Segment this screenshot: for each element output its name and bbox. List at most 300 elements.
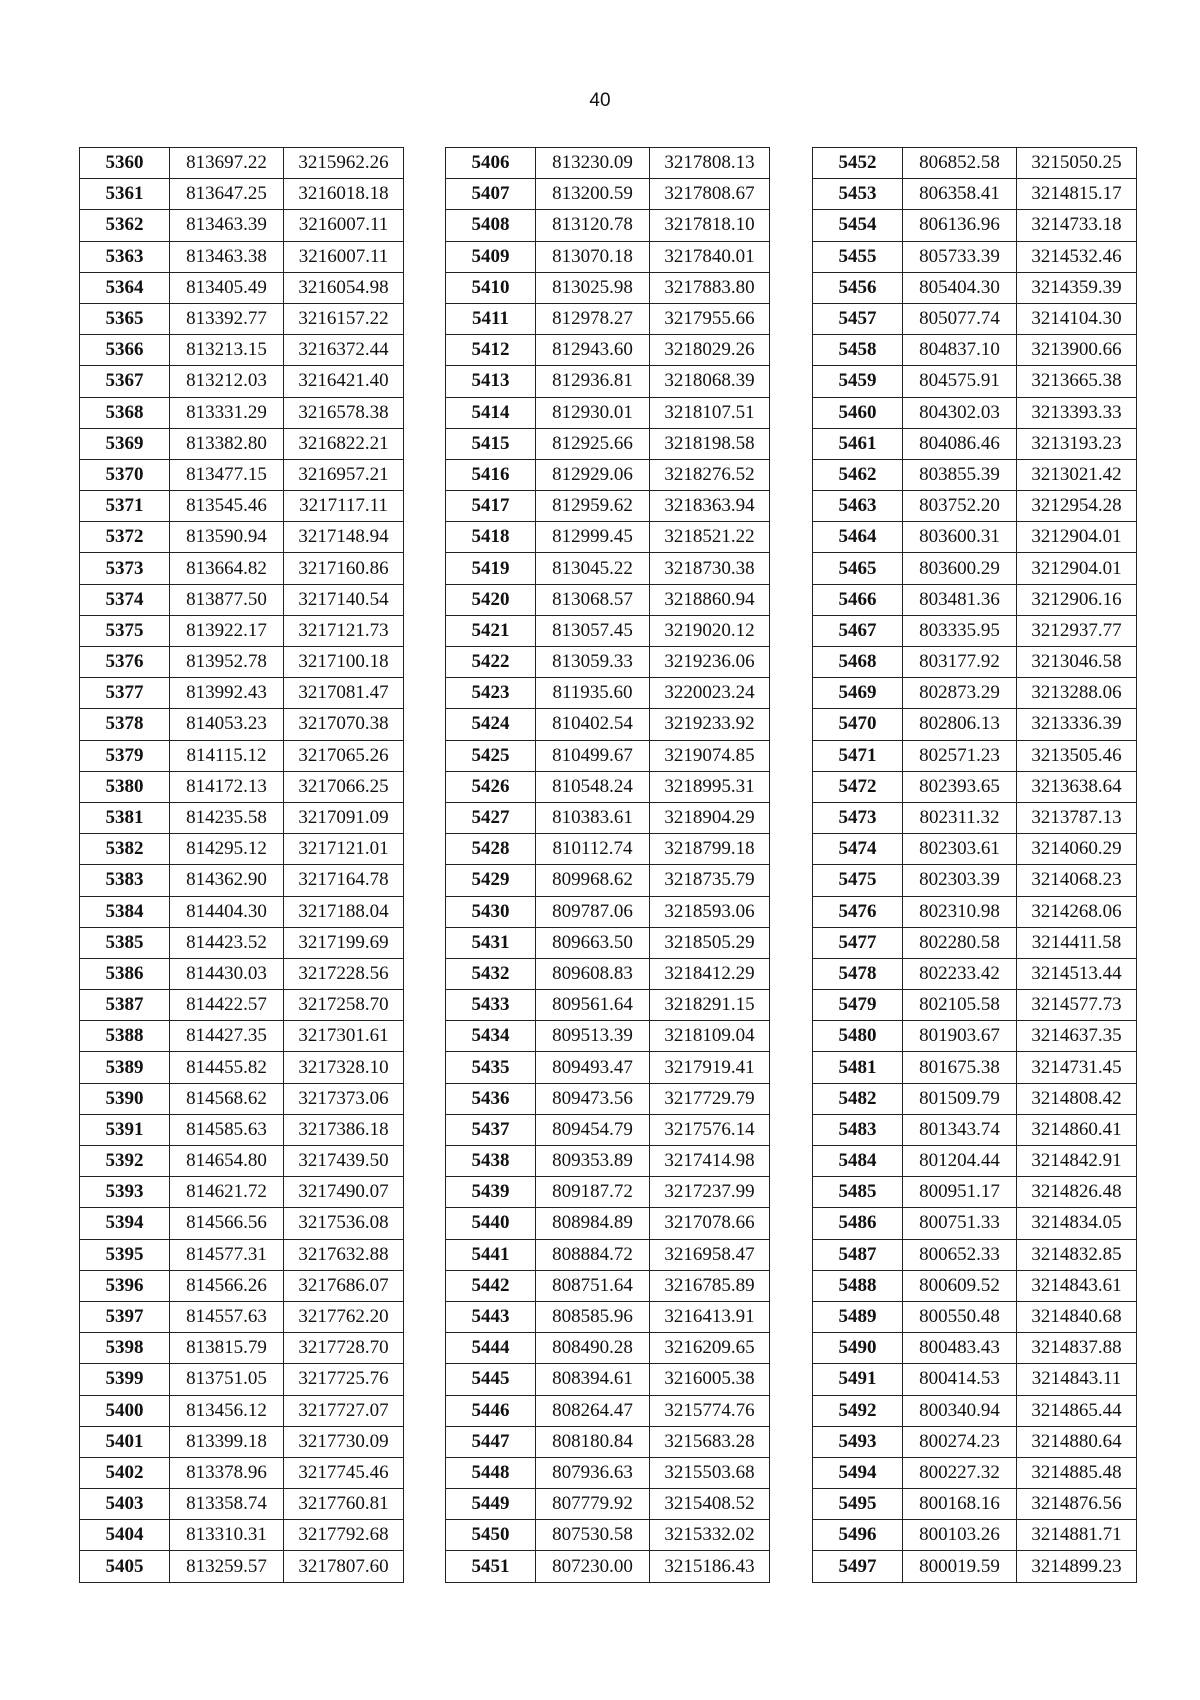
x-coordinate: 803600.31 — [903, 522, 1017, 553]
point-id: 5423 — [446, 678, 536, 709]
y-coordinate: 3217818.10 — [650, 210, 770, 241]
point-id: 5438 — [446, 1146, 536, 1177]
y-coordinate: 3212904.01 — [1017, 522, 1137, 553]
table-row — [813, 210, 1137, 241]
point-id: 5488 — [813, 1270, 903, 1301]
table-row — [813, 927, 1137, 958]
x-coordinate: 814427.35 — [170, 1021, 284, 1052]
x-coordinate: 800951.17 — [903, 1177, 1017, 1208]
point-id: 5411 — [446, 303, 536, 334]
x-coordinate: 813025.98 — [536, 272, 650, 303]
y-coordinate: 3214060.29 — [1017, 834, 1137, 865]
point-id: 5421 — [446, 615, 536, 646]
table-row — [813, 553, 1137, 584]
y-coordinate: 3217091.09 — [284, 802, 404, 833]
table-row — [80, 1395, 404, 1426]
table-row — [80, 615, 404, 646]
point-id: 5449 — [446, 1489, 536, 1520]
point-id: 5481 — [813, 1052, 903, 1083]
y-coordinate: 3217760.81 — [284, 1489, 404, 1520]
table-row — [446, 1301, 770, 1332]
point-id: 5456 — [813, 272, 903, 303]
x-coordinate: 801343.74 — [903, 1114, 1017, 1145]
x-coordinate: 814621.72 — [170, 1177, 284, 1208]
table-row — [446, 397, 770, 428]
point-id: 5430 — [446, 896, 536, 927]
table-row — [813, 241, 1137, 272]
point-id: 5418 — [446, 522, 536, 553]
table-row — [446, 210, 770, 241]
table-row — [80, 1489, 404, 1520]
y-coordinate: 3217164.78 — [284, 865, 404, 896]
point-id: 5391 — [80, 1114, 170, 1145]
y-coordinate: 3214899.23 — [1017, 1551, 1137, 1582]
x-coordinate: 809663.50 — [536, 927, 650, 958]
y-coordinate: 3218995.31 — [650, 771, 770, 802]
y-coordinate: 3214881.71 — [1017, 1520, 1137, 1551]
x-coordinate: 812943.60 — [536, 335, 650, 366]
point-id: 5452 — [813, 148, 903, 179]
x-coordinate: 800274.23 — [903, 1426, 1017, 1457]
point-id: 5386 — [80, 958, 170, 989]
point-id: 5379 — [80, 740, 170, 771]
table-row — [813, 303, 1137, 334]
x-coordinate: 808585.96 — [536, 1301, 650, 1332]
x-coordinate: 809353.89 — [536, 1146, 650, 1177]
table-row — [813, 1177, 1137, 1208]
y-coordinate: 3217148.94 — [284, 522, 404, 553]
y-coordinate: 3214411.58 — [1017, 927, 1137, 958]
x-coordinate: 800340.94 — [903, 1395, 1017, 1426]
point-id: 5480 — [813, 1021, 903, 1052]
table-row — [80, 1052, 404, 1083]
point-id: 5461 — [813, 428, 903, 459]
y-coordinate: 3217686.07 — [284, 1270, 404, 1301]
x-coordinate: 813922.17 — [170, 615, 284, 646]
point-id: 5446 — [446, 1395, 536, 1426]
point-id: 5453 — [813, 179, 903, 210]
coordinate-table-middle — [445, 147, 770, 1583]
point-id: 5412 — [446, 335, 536, 366]
table-row — [446, 865, 770, 896]
y-coordinate: 3213046.58 — [1017, 647, 1137, 678]
table-row — [813, 1083, 1137, 1114]
x-coordinate: 802873.29 — [903, 678, 1017, 709]
table-row — [813, 1333, 1137, 1364]
x-coordinate: 804302.03 — [903, 397, 1017, 428]
y-coordinate: 3217807.60 — [284, 1551, 404, 1582]
x-coordinate: 800414.53 — [903, 1364, 1017, 1395]
y-coordinate: 3217228.56 — [284, 958, 404, 989]
point-id: 5403 — [80, 1489, 170, 1520]
x-coordinate: 810548.24 — [536, 771, 650, 802]
x-coordinate: 813120.78 — [536, 210, 650, 241]
y-coordinate: 3218068.39 — [650, 366, 770, 397]
point-id: 5362 — [80, 210, 170, 241]
table-row — [446, 366, 770, 397]
y-coordinate: 3214359.39 — [1017, 272, 1137, 303]
x-coordinate: 812959.62 — [536, 491, 650, 522]
x-coordinate: 812929.06 — [536, 459, 650, 490]
table-row — [813, 1395, 1137, 1426]
table-row — [80, 148, 404, 179]
x-coordinate: 813815.79 — [170, 1333, 284, 1364]
x-coordinate: 802311.32 — [903, 802, 1017, 833]
x-coordinate: 801675.38 — [903, 1052, 1017, 1083]
point-id: 5408 — [446, 210, 536, 241]
y-coordinate: 3216007.11 — [284, 210, 404, 241]
x-coordinate: 814654.80 — [170, 1146, 284, 1177]
y-coordinate: 3217065.26 — [284, 740, 404, 771]
table-row — [80, 834, 404, 865]
x-coordinate: 813647.25 — [170, 179, 284, 210]
point-id: 5399 — [80, 1364, 170, 1395]
table-row — [80, 553, 404, 584]
point-id: 5372 — [80, 522, 170, 553]
y-coordinate: 3217725.76 — [284, 1364, 404, 1395]
point-id: 5485 — [813, 1177, 903, 1208]
point-id: 5394 — [80, 1208, 170, 1239]
y-coordinate: 3217576.14 — [650, 1114, 770, 1145]
y-coordinate: 3215683.28 — [650, 1426, 770, 1457]
x-coordinate: 804837.10 — [903, 335, 1017, 366]
x-coordinate: 813045.22 — [536, 553, 650, 584]
table-row — [813, 459, 1137, 490]
y-coordinate: 3214513.44 — [1017, 958, 1137, 989]
point-id: 5478 — [813, 958, 903, 989]
x-coordinate: 808490.28 — [536, 1333, 650, 1364]
x-coordinate: 814423.52 — [170, 927, 284, 958]
y-coordinate: 3212906.16 — [1017, 584, 1137, 615]
point-id: 5431 — [446, 927, 536, 958]
point-id: 5422 — [446, 647, 536, 678]
point-id: 5405 — [80, 1551, 170, 1582]
point-id: 5426 — [446, 771, 536, 802]
x-coordinate: 809187.72 — [536, 1177, 650, 1208]
x-coordinate: 809493.47 — [536, 1052, 650, 1083]
x-coordinate: 809968.62 — [536, 865, 650, 896]
y-coordinate: 3217140.54 — [284, 584, 404, 615]
point-id: 5402 — [80, 1457, 170, 1488]
x-coordinate: 813405.49 — [170, 272, 284, 303]
y-coordinate: 3218412.29 — [650, 958, 770, 989]
point-id: 5381 — [80, 802, 170, 833]
x-coordinate: 802310.98 — [903, 896, 1017, 927]
y-coordinate: 3212954.28 — [1017, 491, 1137, 522]
point-id: 5477 — [813, 927, 903, 958]
table-row — [446, 428, 770, 459]
x-coordinate: 805404.30 — [903, 272, 1017, 303]
point-id: 5375 — [80, 615, 170, 646]
y-coordinate: 3218735.79 — [650, 865, 770, 896]
y-coordinate: 3217117.11 — [284, 491, 404, 522]
table-row — [80, 241, 404, 272]
y-coordinate: 3216578.38 — [284, 397, 404, 428]
table-row — [813, 647, 1137, 678]
point-id: 5447 — [446, 1426, 536, 1457]
x-coordinate: 813200.59 — [536, 179, 650, 210]
table-row — [813, 272, 1137, 303]
point-id: 5380 — [80, 771, 170, 802]
point-id: 5479 — [813, 990, 903, 1021]
table-row — [446, 522, 770, 553]
point-id: 5487 — [813, 1239, 903, 1270]
table-row — [446, 553, 770, 584]
point-id: 5489 — [813, 1301, 903, 1332]
x-coordinate: 813057.45 — [536, 615, 650, 646]
table-row — [813, 397, 1137, 428]
x-coordinate: 813399.18 — [170, 1426, 284, 1457]
x-coordinate: 814568.62 — [170, 1083, 284, 1114]
y-coordinate: 3217439.50 — [284, 1146, 404, 1177]
table-row — [446, 709, 770, 740]
x-coordinate: 813310.31 — [170, 1520, 284, 1551]
table-row — [813, 366, 1137, 397]
table-row — [446, 990, 770, 1021]
x-coordinate: 814235.58 — [170, 802, 284, 833]
table-row — [80, 428, 404, 459]
y-coordinate: 3213900.66 — [1017, 335, 1137, 366]
y-coordinate: 3217840.01 — [650, 241, 770, 272]
x-coordinate: 814115.12 — [170, 740, 284, 771]
y-coordinate: 3214268.06 — [1017, 896, 1137, 927]
point-id: 5497 — [813, 1551, 903, 1582]
x-coordinate: 804575.91 — [903, 366, 1017, 397]
point-id: 5427 — [446, 802, 536, 833]
x-coordinate: 802233.42 — [903, 958, 1017, 989]
point-id: 5467 — [813, 615, 903, 646]
y-coordinate: 3218276.52 — [650, 459, 770, 490]
x-coordinate: 810112.74 — [536, 834, 650, 865]
point-id: 5470 — [813, 709, 903, 740]
table-row — [446, 491, 770, 522]
x-coordinate: 809787.06 — [536, 896, 650, 927]
x-coordinate: 809473.56 — [536, 1083, 650, 1114]
x-coordinate: 803600.29 — [903, 553, 1017, 584]
table-row — [813, 1551, 1137, 1582]
point-id: 5401 — [80, 1426, 170, 1457]
point-id: 5492 — [813, 1395, 903, 1426]
table-row — [446, 1395, 770, 1426]
table-row — [80, 1239, 404, 1270]
table-row — [813, 771, 1137, 802]
point-id: 5395 — [80, 1239, 170, 1270]
y-coordinate: 3217808.13 — [650, 148, 770, 179]
y-coordinate: 3217199.69 — [284, 927, 404, 958]
x-coordinate: 810499.67 — [536, 740, 650, 771]
table-row — [446, 1146, 770, 1177]
y-coordinate: 3214577.73 — [1017, 990, 1137, 1021]
y-coordinate: 3217066.25 — [284, 771, 404, 802]
table-row — [813, 1489, 1137, 1520]
y-coordinate: 3214843.61 — [1017, 1270, 1137, 1301]
table-row — [813, 1364, 1137, 1395]
y-coordinate: 3216413.91 — [650, 1301, 770, 1332]
table-row — [80, 1301, 404, 1332]
point-id: 5371 — [80, 491, 170, 522]
y-coordinate: 3218505.29 — [650, 927, 770, 958]
point-id: 5396 — [80, 1270, 170, 1301]
y-coordinate: 3214637.35 — [1017, 1021, 1137, 1052]
table-row — [80, 584, 404, 615]
table-row — [80, 1270, 404, 1301]
y-coordinate: 3214733.18 — [1017, 210, 1137, 241]
point-id: 5468 — [813, 647, 903, 678]
x-coordinate: 810402.54 — [536, 709, 650, 740]
table-row — [80, 802, 404, 833]
y-coordinate: 3217121.01 — [284, 834, 404, 865]
point-id: 5466 — [813, 584, 903, 615]
x-coordinate: 814422.57 — [170, 990, 284, 1021]
x-coordinate: 813070.18 — [536, 241, 650, 272]
point-id: 5417 — [446, 491, 536, 522]
table-row — [80, 647, 404, 678]
point-id: 5373 — [80, 553, 170, 584]
x-coordinate: 800103.26 — [903, 1520, 1017, 1551]
x-coordinate: 807530.58 — [536, 1520, 650, 1551]
point-id: 5406 — [446, 148, 536, 179]
x-coordinate: 807779.92 — [536, 1489, 650, 1520]
x-coordinate: 813877.50 — [170, 584, 284, 615]
table-row — [446, 802, 770, 833]
page-number: 40 — [589, 90, 611, 111]
x-coordinate: 800652.33 — [903, 1239, 1017, 1270]
x-coordinate: 812930.01 — [536, 397, 650, 428]
x-coordinate: 813463.38 — [170, 241, 284, 272]
y-coordinate: 3213505.46 — [1017, 740, 1137, 771]
point-id: 5360 — [80, 148, 170, 179]
y-coordinate: 3217373.06 — [284, 1083, 404, 1114]
table-row — [80, 1208, 404, 1239]
y-coordinate: 3217386.18 — [284, 1114, 404, 1145]
table-row — [80, 397, 404, 428]
table-row — [446, 678, 770, 709]
table-row — [813, 740, 1137, 771]
table-row — [80, 272, 404, 303]
x-coordinate: 800227.32 — [903, 1457, 1017, 1488]
point-id: 5471 — [813, 740, 903, 771]
x-coordinate: 813331.29 — [170, 397, 284, 428]
y-coordinate: 3217188.04 — [284, 896, 404, 927]
table-row — [446, 1551, 770, 1582]
y-coordinate: 3214865.44 — [1017, 1395, 1137, 1426]
point-id: 5444 — [446, 1333, 536, 1364]
point-id: 5491 — [813, 1364, 903, 1395]
point-id: 5407 — [446, 179, 536, 210]
x-coordinate: 813382.80 — [170, 428, 284, 459]
x-coordinate: 808984.89 — [536, 1208, 650, 1239]
y-coordinate: 3219236.06 — [650, 647, 770, 678]
table-row — [80, 179, 404, 210]
point-id: 5367 — [80, 366, 170, 397]
x-coordinate: 807936.63 — [536, 1457, 650, 1488]
x-coordinate: 803855.39 — [903, 459, 1017, 490]
point-id: 5496 — [813, 1520, 903, 1551]
y-coordinate: 3217727.07 — [284, 1395, 404, 1426]
y-coordinate: 3213638.64 — [1017, 771, 1137, 802]
y-coordinate: 3216018.18 — [284, 179, 404, 210]
x-coordinate: 813456.12 — [170, 1395, 284, 1426]
table-row — [446, 1364, 770, 1395]
y-coordinate: 3214837.88 — [1017, 1333, 1137, 1364]
point-id: 5368 — [80, 397, 170, 428]
y-coordinate: 3215186.43 — [650, 1551, 770, 1582]
table-row — [813, 1114, 1137, 1145]
y-coordinate: 3217070.38 — [284, 709, 404, 740]
y-coordinate: 3215332.02 — [650, 1520, 770, 1551]
x-coordinate: 805733.39 — [903, 241, 1017, 272]
point-id: 5432 — [446, 958, 536, 989]
table-row — [80, 990, 404, 1021]
table-row — [80, 865, 404, 896]
table-row — [813, 491, 1137, 522]
table-row — [813, 522, 1137, 553]
y-coordinate: 3216054.98 — [284, 272, 404, 303]
table-row — [813, 834, 1137, 865]
x-coordinate: 813545.46 — [170, 491, 284, 522]
table-row — [80, 1083, 404, 1114]
table-row — [446, 1083, 770, 1114]
x-coordinate: 814430.03 — [170, 958, 284, 989]
x-coordinate: 808884.72 — [536, 1239, 650, 1270]
table-row — [446, 1208, 770, 1239]
table-row — [80, 1520, 404, 1551]
table-row — [80, 958, 404, 989]
point-id: 5376 — [80, 647, 170, 678]
point-id: 5425 — [446, 740, 536, 771]
x-coordinate: 811935.60 — [536, 678, 650, 709]
x-coordinate: 814053.23 — [170, 709, 284, 740]
table-row — [446, 1457, 770, 1488]
table-row — [80, 896, 404, 927]
x-coordinate: 812978.27 — [536, 303, 650, 334]
y-coordinate: 3214808.42 — [1017, 1083, 1137, 1114]
table-row — [446, 335, 770, 366]
y-coordinate: 3216157.22 — [284, 303, 404, 334]
point-id: 5410 — [446, 272, 536, 303]
x-coordinate: 813697.22 — [170, 148, 284, 179]
y-coordinate: 3214815.17 — [1017, 179, 1137, 210]
y-coordinate: 3218521.22 — [650, 522, 770, 553]
x-coordinate: 809561.64 — [536, 990, 650, 1021]
x-coordinate: 800168.16 — [903, 1489, 1017, 1520]
y-coordinate: 3214880.64 — [1017, 1426, 1137, 1457]
x-coordinate: 813392.77 — [170, 303, 284, 334]
y-coordinate: 3214826.48 — [1017, 1177, 1137, 1208]
x-coordinate: 800550.48 — [903, 1301, 1017, 1332]
x-coordinate: 813259.57 — [170, 1551, 284, 1582]
x-coordinate: 814455.82 — [170, 1052, 284, 1083]
point-id: 5419 — [446, 553, 536, 584]
x-coordinate: 814577.31 — [170, 1239, 284, 1270]
point-id: 5383 — [80, 865, 170, 896]
point-id: 5441 — [446, 1239, 536, 1270]
x-coordinate: 802806.13 — [903, 709, 1017, 740]
table-row — [80, 522, 404, 553]
table-row — [813, 1457, 1137, 1488]
y-coordinate: 3214840.68 — [1017, 1301, 1137, 1332]
y-coordinate: 3215503.68 — [650, 1457, 770, 1488]
x-coordinate: 803335.95 — [903, 615, 1017, 646]
x-coordinate: 813463.39 — [170, 210, 284, 241]
y-coordinate: 3217414.98 — [650, 1146, 770, 1177]
table-row — [813, 1052, 1137, 1083]
y-coordinate: 3216005.38 — [650, 1364, 770, 1395]
y-coordinate: 3217883.80 — [650, 272, 770, 303]
table-row — [446, 615, 770, 646]
y-coordinate: 3217792.68 — [284, 1520, 404, 1551]
table-row — [446, 1520, 770, 1551]
